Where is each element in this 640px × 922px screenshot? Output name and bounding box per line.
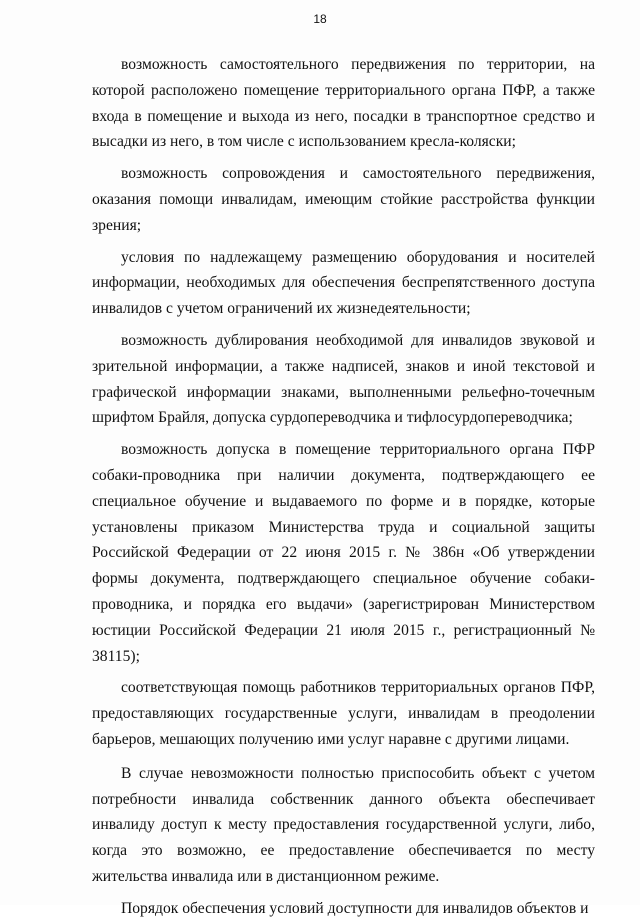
paragraph-duplication: возможность дублирования необходимой для инвалидов звуковой и зрительной информации, а также надписей, знаков и иной текстовой и графической информации знаками, выполненными рельефно-точечным шрифтом Брайля, допуска сурдопереводчика и тифлосурдопереводчика; — [92, 331, 595, 427]
paragraph-escort: возможность сопровождения и самостоятельного передвижения, оказания помощи инвалидам, имеющим стойкие расстройства функции зрения; — [92, 165, 595, 234]
paragraph-equipment: условия по надлежащему размещению оборудования и носителей информации, необходимых для обеспечения беспрепятственного доступа инвалидов с учетом ограничений их жизнедеятельности; — [92, 248, 595, 318]
document-body — [92, 52, 595, 922]
page-number: 18 — [313, 12, 327, 26]
paragraph-movement: возможность самостоятельного передвижения по территории, на которой расположено помещение территориального органа ПФР, а также входа в помещение и выхода из него, посадки в транспортное средство и высадки из него, в том числе с использованием кресла-коляски; — [92, 56, 595, 151]
paragraph-guide-dog: возможность допуска в помещение территориального органа ПФР собаки-проводника при наличии документа, подтверждающего ее специальное обучение и выдаваемого по форме и в порядке, которые установлены приказом Министерства труда и социальной защиты Российской Федерации от 22 июня 2015 г. № 386н «Об утверждении формы документа, подтверждающего специальное обучение собаки-проводника, и порядка его выдачи» (зарегистрирован Министерством юстиции Российской Федерации 21 июля 2015 г., регистрационный № 38115); — [92, 441, 595, 665]
paragraph-procedure: Порядок обеспечения условий доступности для инвалидов объектов и — [121, 899, 589, 917]
paragraph-alternative-access: В случае невозможности полностью приспособить объект с учетом потребности инвалида собственник данного объекта обеспечивает инвалиду доступ к месту предоставления государственной услуги, либо, когда это возможно, ее предоставление обеспечивается по месту жительства инвалида или в дистанционном режиме. — [92, 764, 595, 885]
paragraph-assistance: соответствующая помощь работников территориальных органов ПФР, предоставляющих государственные услуги, инвалидам в преодолении барьеров, мешающих получению ими услуг наравне с другими лицами. — [92, 679, 595, 748]
